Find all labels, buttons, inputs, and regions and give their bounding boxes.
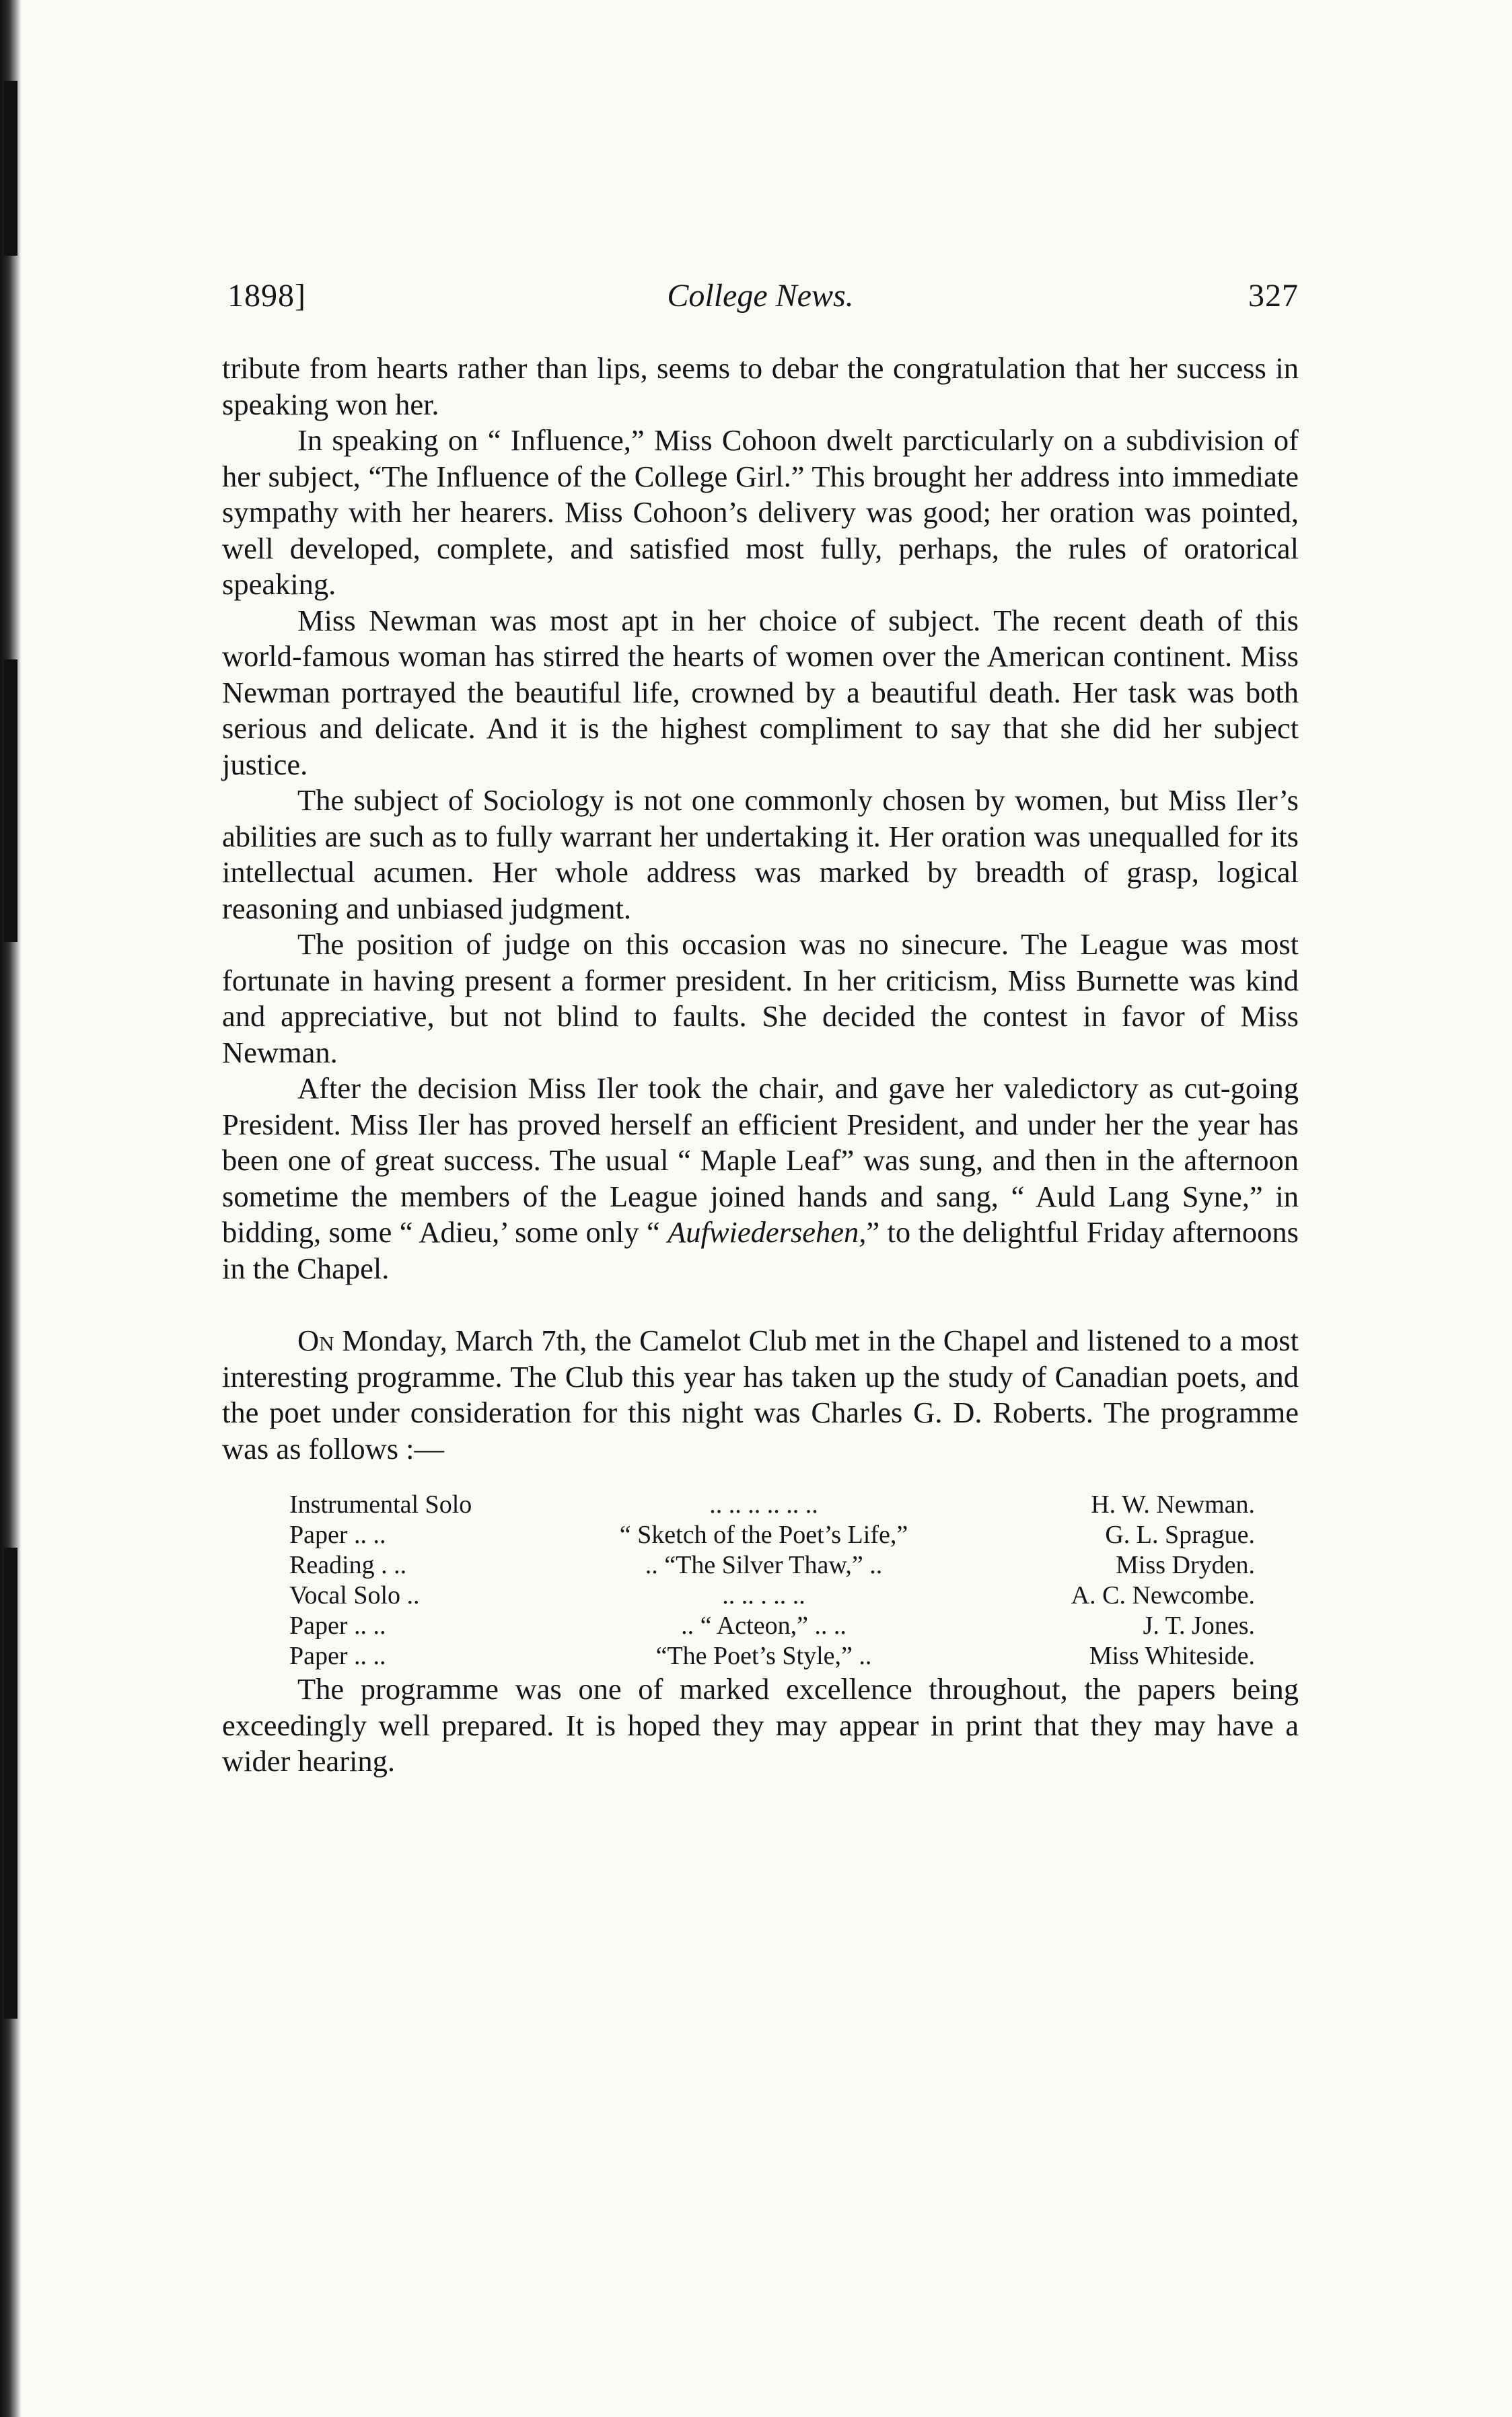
programme-title: .. “The Silver Thaw,” ..	[645, 1551, 883, 1579]
table-row	[289, 1520, 1255, 1550]
programme-performer: J. T. Jones.	[1143, 1612, 1255, 1640]
programme-item: Instrumental Solo	[289, 1490, 472, 1519]
table-row	[289, 1550, 1255, 1581]
running-header	[222, 266, 1299, 326]
farewell-italic: Aufwiedersehen,	[668, 1215, 867, 1249]
scanned-page-edge	[0, 0, 22, 2417]
paragraph: The subject of Sociology is not one commonly chosen by women, but Miss Iler’s abilities are such as to fully warrant her undertaking it. Her oration was unequalled for its intellectual acumen. Her whole address was marked by breadth of grasp, logical reasoning and unbiased judgment.	[222, 783, 1299, 925]
edge-shadow	[4, 81, 17, 256]
programme-performer: Miss Dryden.	[1116, 1551, 1255, 1579]
farewell-text-end: ” to the delightful Friday afternoons in the Chapel.	[222, 1215, 1299, 1285]
camelot-lead: On	[297, 1324, 334, 1357]
programme-performer: Miss Whiteside.	[1089, 1642, 1255, 1670]
programme-performer: H. W. Newman.	[1091, 1490, 1255, 1519]
programme-title: .. .. . .. ..	[722, 1581, 805, 1610]
camelot-text: Monday, March 7th, the Camelot Club met in the Chapel and listened to a most interesting programme. The Club this year has taken up the study of Canadian poets, and the poet under consideration for this night was Charles G. D. Roberts. The programme was as follows :—	[222, 1324, 1299, 1466]
header-title: College News.	[667, 278, 854, 314]
farewell-text: After the decision Miss Iler took the chair, and gave her valedictory as cut-going President. Miss Iler has proved herself an efficient President, and under her the year has been one of great success. The usual “ Maple Leaf” was sung, and then in the afternoon sometime the members of the League joined hands and sang, “ Auld Lang Syne,” in bidding, some “ Adieu,’ some only “	[222, 1071, 1299, 1249]
programme-title: “The Poet’s Style,” ..	[655, 1642, 872, 1670]
header-year: 1898]	[227, 278, 306, 314]
table-row	[289, 1581, 1255, 1611]
paragraph: Miss Newman was most apt in her choice of subject. The recent death of this world-famous woman has stirred the hearts of women over the American continent. Miss Newman portrayed the beautiful life, crowned by a beautiful death. Her task was both serious and delicate. And it is the highest compliment to say that she did her subject justice.	[222, 603, 1299, 781]
table-row	[289, 1611, 1255, 1641]
programme-title: .. .. .. .. .. ..	[709, 1490, 818, 1519]
programme-performer: A. C. Newcombe.	[1071, 1581, 1255, 1610]
paragraph-closing: The programme was one of marked excellence throughout, the papers being exceedingly well prepared. It is hoped they may appear in print that they may have a wider hearing.	[222, 1672, 1299, 1778]
programme-item: Paper .. ..	[289, 1521, 386, 1549]
programme-performer: G. L. Sprague.	[1105, 1521, 1255, 1549]
programme-item: Vocal Solo ..	[289, 1581, 420, 1610]
programme-title: .. “ Acteon,” .. ..	[681, 1612, 847, 1640]
programme-item: Paper .. ..	[289, 1612, 386, 1640]
page	[222, 266, 1299, 1780]
paragraph: tribute from hearts rather than lips, seems to debar the congratulation that her success in speaking won her.	[222, 351, 1299, 421]
table-row	[289, 1641, 1255, 1671]
table-row	[289, 1490, 1255, 1520]
edge-shadow	[4, 1548, 17, 2019]
paragraph-camelot	[222, 1323, 1299, 1467]
programme-table	[289, 1490, 1255, 1671]
paragraph: The position of judge on this occasion was no sinecure. The League was most fortunate in having present a former president. In her criticism, Miss Burnette was kind and appreciative, but not blind to faults. She decided the contest in favor of Miss Newman.	[222, 927, 1299, 1069]
programme-title: “ Sketch of the Poet’s Life,”	[619, 1521, 908, 1549]
paragraph: In speaking on “ Influence,” Miss Cohoon dwelt parcticularly on a subdivision of her subject, “The Influence of the College Girl.” This brought her address into immediate sympathy with her hearers. Miss Cohoon’s delivery was good; her oration was pointed, well developed, complete, and satisfied most fully, perhaps, the rules of oratorical speaking.	[222, 423, 1299, 601]
article-body	[222, 351, 1299, 1780]
programme-item: Paper .. ..	[289, 1642, 386, 1670]
programme-item: Reading . ..	[289, 1551, 407, 1579]
page-number: 327	[1248, 278, 1299, 314]
paragraph-farewell	[222, 1071, 1299, 1287]
edge-shadow	[4, 659, 17, 942]
